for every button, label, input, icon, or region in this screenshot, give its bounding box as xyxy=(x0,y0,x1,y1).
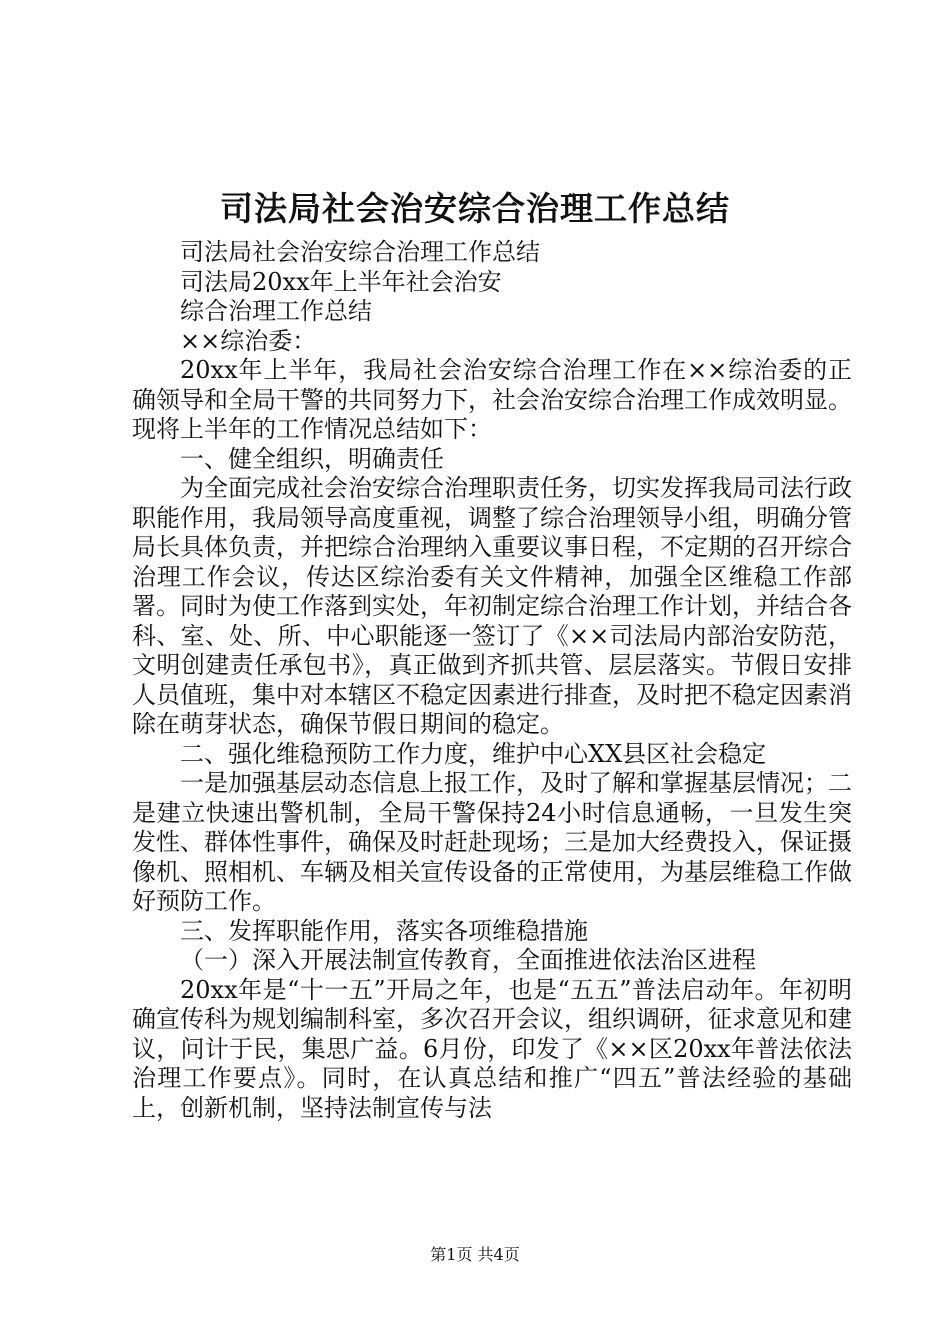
paragraph-subtitle: 司法局社会治安综合治理工作总结 xyxy=(180,238,540,266)
document-title: 司法局社会治安综合治理工作总结 xyxy=(220,189,730,228)
paragraph-intro: 20xx年上半年，我局社会治安综合治理工作在××综治委的正确领导和全局干警的共同努力下，社会治安综合治理工作成效明显。现将上半年的工作情况总结如下： xyxy=(132,356,852,443)
paragraph-subsection-1: 20xx年是“十一五”开局之年，也是“五五”普法启动年。年初明确宣传科为规划编制科室，多次召开会议，组织调研，征求意见和建议，问计于民，集思广益。6月份，印发了《××区20xx年普法依法治理工作要点》。同时，在认真总结和推广“四五”普法经验的基础上，创新机制，坚持法制宣传与法 xyxy=(132,975,852,1122)
paragraph-section-1: 为全面完成社会治安综合治理职责任务，切实发挥我局司法行政职能作用，我局领导高度重视，调整了综合治理领导小组，明确分管局长具体负责，并把综合治理纳入重要议事日程，不定期的召开综合治理工作会议，传达区综治委有关文件精神，加强全区维稳工作部署。同时为使工作落到实处，年初制定综合治理工作计划，并结合各科、室、处、所、中心职能逐一签订了《××司法局内部治安防范，文明创建责任承包书》，真正做到齐抓共管、层层落实。节假日安排人员值班，集中对本辖区不稳定因素进行排查，及时把不稳定因素消除在萌芽状态，确保节假日期间的稳定。 xyxy=(132,474,852,738)
paragraph-heading-line-1: 司法局20xx年上半年社会治安 xyxy=(180,267,502,296)
page-footer: 第1页 共4页 xyxy=(430,1245,520,1264)
paragraph-heading-line-2: 综合治理工作总结 xyxy=(180,297,372,325)
section-heading-3: 三、发挥职能作用，落实各项维稳措施 xyxy=(180,916,588,945)
paragraph-addressee: ××综治委： xyxy=(180,326,317,355)
subsection-heading-1: （一）深入开展法制宣传教育，全面推进依法治区进程 xyxy=(180,946,756,974)
paragraph-section-2: 一是加强基层动态信息上报工作，及时了解和掌握基层情况；二是建立快速出警机制，全局干警保持24小时信息通畅，一旦发生突发性、群体性事件，确保及时赶赴现场；三是加大经费投入，保证摄像机、照相机、车辆及相关宣传设备的正常使用，为基层维稳工作做好预防工作。 xyxy=(132,769,852,915)
section-heading-2: 二、强化维稳预防工作力度，维护中心XX县区社会稳定 xyxy=(180,739,767,768)
section-heading-1: 一、健全组织，明确责任 xyxy=(180,444,444,473)
document-body xyxy=(132,238,852,1123)
